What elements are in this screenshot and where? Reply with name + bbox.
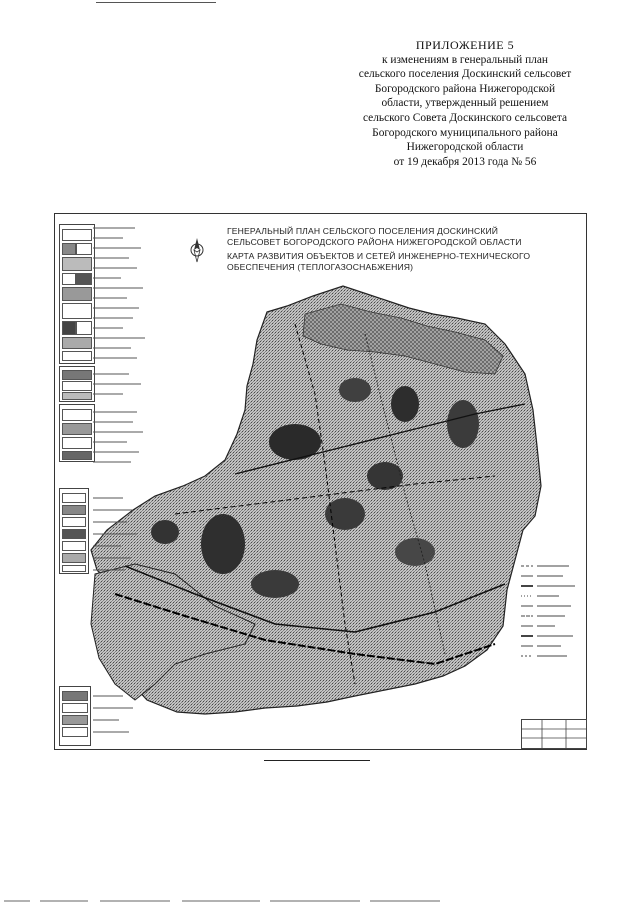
appendix-title: ПРИЛОЖЕНИЕ 5 [415,38,515,52]
legend-table [59,488,89,574]
map-title-line: ГЕНЕРАЛЬНЫЙ ПЛАН СЕЛЬСКОГО ПОСЕЛЕНИЯ ДОСКИНСКИЙ [227,226,499,236]
appendix-line: области, утвержденный решением [381,97,549,110]
title-stamp [521,719,587,749]
map-subtitle-line: КАРТА РАЗВИТИЯ ОБЪЕКТОВ И СЕТЕЙ ИНЖЕНЕРНО-ТЕХНИЧЕСКОГО [227,251,531,262]
appendix-line: Богородского муниципального района [372,126,558,139]
appendix-date-line: от 19 декабря 2013 года № 56 [393,155,537,168]
appendix-line: сельского поселения Доскинский сельсовет [358,68,572,81]
legend-table [59,366,95,402]
appendix-line: Богородского района Нижегородской [374,82,556,95]
map-title-line: СЕЛЬСОВЕТ БОГОРОДСКОГО РАЙОНА НИЖЕГОРОДСКОЙ ОБЛАСТИ [227,236,522,247]
north-arrow-icon [186,236,208,264]
settlement-block [391,386,419,422]
legend-table [59,686,91,746]
signature-underline [264,760,370,761]
settlement-block [339,378,371,402]
appendix-line: сельского Совета Доскинского сельсовета [362,111,568,124]
legend-table [59,404,95,462]
top-rule [96,2,216,3]
legend-right [519,560,585,670]
legend-table [59,224,95,364]
settlement-block [395,538,435,566]
scan-edge-artifacts [0,893,640,905]
settlement-block [325,498,365,530]
settlement-block [251,570,299,598]
settlement-block [201,514,245,574]
appendix-line: Нижегородской области [406,141,524,154]
settlement-block [447,400,479,448]
appendix-line: к изменениям в генеральный план [381,53,549,66]
appendix-header [330,38,600,169]
map-sheet [54,213,587,750]
map-title [227,226,567,272]
legend-descriptions [93,222,155,742]
map-subtitle-line: ОБЕСПЕЧЕНИЯ (ТЕПЛОГАЗОСНАБЖЕНИЯ) [227,261,414,272]
